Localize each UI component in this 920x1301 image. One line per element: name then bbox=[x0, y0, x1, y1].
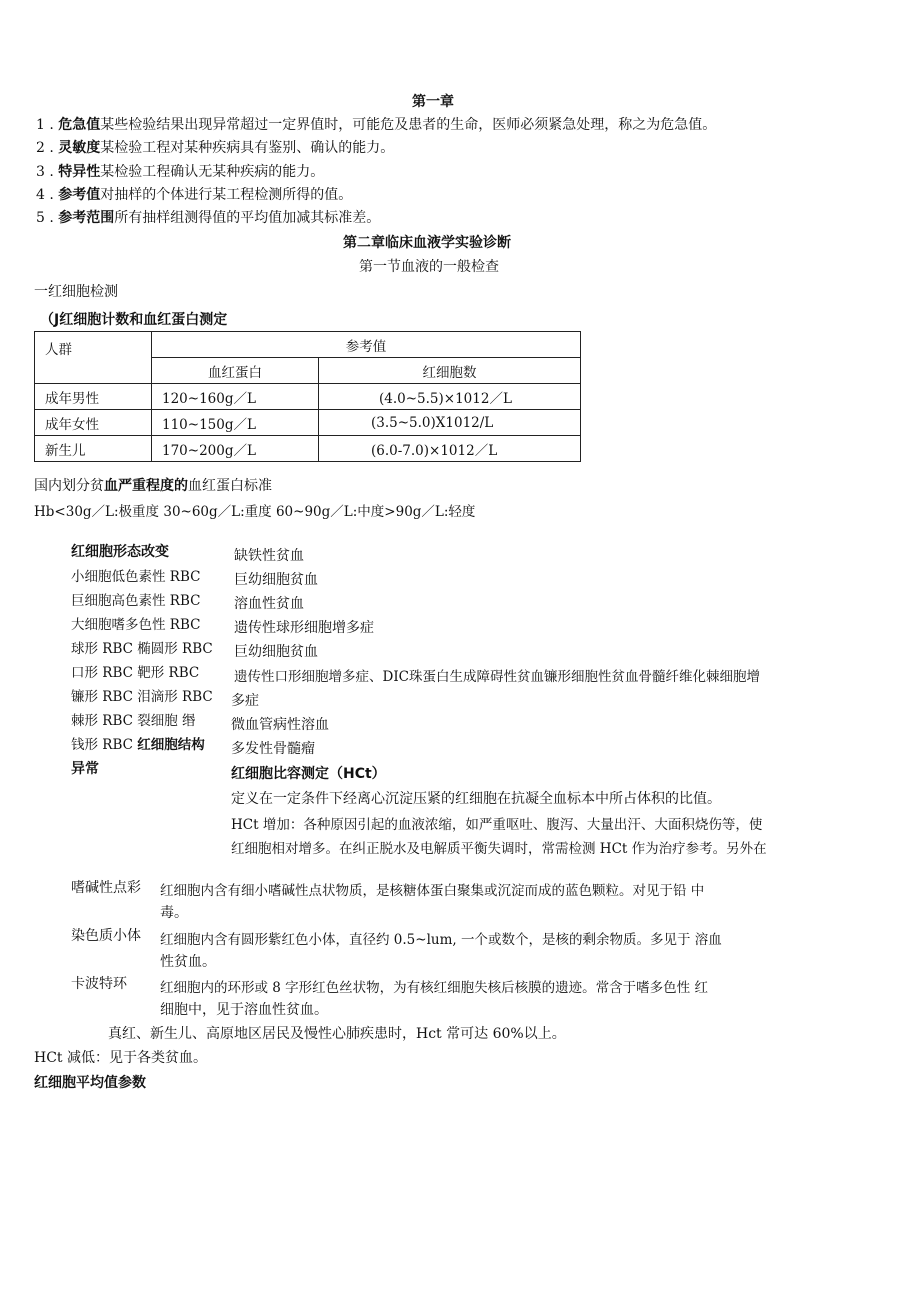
table-cell-group: 新生儿 bbox=[35, 436, 152, 462]
morph-right-item: 微血管病性溶血 bbox=[231, 717, 329, 733]
table-cell-group: 成年女性 bbox=[35, 410, 152, 436]
definition-number: 5 bbox=[36, 210, 45, 226]
definition-term: 危急值 bbox=[58, 117, 101, 133]
chapter1-title: 第一章 bbox=[412, 94, 454, 110]
structure-abnormal-heading-cont: 异常 bbox=[71, 761, 99, 777]
definition-item: 1 . 危急值某些检验结果出现异常超过一定界值时，可能危及患者的生命，医师必须紧急处理，称之为危急值。 bbox=[36, 117, 717, 133]
severity-text-c: 血红蛋白标准 bbox=[188, 478, 272, 494]
definition-item: 5 . 参考范围所有抽样组测得值的平均值加减其标准差。 bbox=[36, 210, 381, 226]
table-row bbox=[35, 410, 581, 436]
table-cell-rbc: (4.0~5.5)×1012／L bbox=[319, 384, 581, 410]
inclusion-term: 卡波特环 bbox=[71, 976, 127, 992]
morph-left-item: 巨细胞高色素性 RBC bbox=[71, 593, 201, 609]
severity-text-a: 国内划分贫 bbox=[34, 478, 104, 494]
morph-left-item: 球形 RBC 椭圆形 RBC bbox=[71, 641, 213, 657]
definition-text: 所有抽样组测得值的平均值加减其标准差。 bbox=[114, 210, 381, 226]
table-cell-group: 成年男性 bbox=[35, 384, 152, 410]
reference-table bbox=[34, 331, 581, 462]
inclusion-desc-cont: 性贫血。 bbox=[160, 954, 216, 970]
table-header-hb: 血红蛋白 bbox=[152, 358, 319, 384]
morph-left-item bbox=[71, 733, 205, 753]
morph-right-item: 溶血性贫血 bbox=[234, 596, 304, 612]
inclusion-desc: 红细胞内的环形或 8 字形红色丝状物，为有核红细胞失核后核膜的遗迹。常含于嗜多色性 红 bbox=[160, 980, 708, 996]
chapter2-title: 第二章临床血液学实验诊断 bbox=[343, 235, 511, 251]
hct-increase-line: 红细胞相对增多。在纠正脱水及电解质平衡失调时，常需检测 HCt 作为治疗参考。另外在 bbox=[231, 841, 767, 857]
definition-item: 4 . 参考值对抽样的个体进行某工程检测所得的值。 bbox=[36, 187, 353, 203]
table-cell-hb: 170~200g／L bbox=[152, 436, 319, 462]
definition-term: 参考值 bbox=[58, 187, 101, 203]
definition-number: 2 bbox=[36, 140, 45, 156]
morph-left-item: 大细胞嗜多色性 RBC bbox=[71, 617, 201, 633]
hct-increase-tail: 真红、新生儿、高原地区居民及慢性心肺疾患时，Hct 常可达 60%以上。 bbox=[108, 1026, 566, 1042]
morph-right-item: 巨幼细胞贫血 bbox=[234, 572, 318, 588]
morph-right-item: 缺铁性贫血 bbox=[234, 548, 304, 564]
inclusion-desc-cont: 毒。 bbox=[160, 905, 188, 921]
definition-text: 某检验工程对某种疾病具有鉴别、确认的能力。 bbox=[100, 140, 395, 156]
inclusion-term: 染色质小体 bbox=[71, 928, 141, 944]
severity-text-b: 血严重程度的 bbox=[104, 478, 188, 494]
table-header-rbc: 红细胞数 bbox=[319, 358, 581, 384]
morph-right-item: 多发性骨髓瘤 bbox=[231, 741, 315, 757]
part-title: 一红细胞检测 bbox=[34, 284, 118, 300]
inclusion-desc: 红细胞内含有细小嗜碱性点状物质，是核糖体蛋白聚集或沉淀而成的蓝色颗粒。对见于铅 中 bbox=[160, 883, 705, 899]
inclusion-desc-cont: 细胞中，见于溶血性贫血。 bbox=[160, 1002, 328, 1018]
definition-text: 对抽样的个体进行某工程检测所得的值。 bbox=[100, 187, 353, 203]
definition-number: 4 bbox=[36, 187, 45, 203]
table-row bbox=[35, 384, 581, 410]
morph-right-item: 遗传性口形细胞增多症、DIC珠蛋白生成障碍性贫血镰形细胞性贫血骨髓纤维化棘细胞增 bbox=[234, 669, 760, 685]
morph-left-item: 口形 RBC 靶形 RBC bbox=[71, 665, 200, 681]
structure-abnormal-heading: 红细胞结构 bbox=[137, 737, 205, 753]
definition-item: 3 . 特异性某检验工程确认无某种疾病的能力。 bbox=[36, 164, 325, 180]
table-cell-rbc: (3.5~5.0)X1012/L bbox=[319, 410, 581, 436]
hct-decrease: HCt 减低：见于各类贫血。 bbox=[34, 1050, 207, 1066]
table-cell-hb: 120~160g／L bbox=[152, 384, 319, 410]
table-cell-hb: 110~150g／L bbox=[152, 410, 319, 436]
morph-right-item: 巨幼细胞贫血 bbox=[234, 644, 318, 660]
definition-text: 某些检验结果出现异常超过一定界值时，可能危及患者的生命，医师必须紧急处理，称之为危急值。 bbox=[100, 117, 717, 133]
mean-params-heading: 红细胞平均值参数 bbox=[34, 1075, 146, 1091]
inclusion-term: 嗜碱性点彩 bbox=[71, 880, 141, 896]
morph-left-item: 小细胞低色素性 RBC bbox=[71, 569, 201, 585]
inclusion-desc: 红细胞内含有圆形紫红色小体，直径约 0.5~lum, 一个或数个，是核的剩余物质。多见于 溶血 bbox=[160, 932, 722, 948]
morph-right-item: 遗传性球形细胞增多症 bbox=[234, 620, 374, 636]
table-header-reference: 参考值 bbox=[152, 332, 581, 358]
hct-definition: 定义在一定条件下经离心沉淀压紧的红细胞在抗凝全血标本中所占体积的比值。 bbox=[231, 791, 721, 807]
morph-left-title: 红细胞形态改变 bbox=[71, 544, 169, 560]
hct-increase-line: HCt 增加：各种原因引起的血液浓缩，如严重呕吐、腹泻、大量出汗、大面积烧伤等，使 bbox=[231, 817, 763, 833]
severity-scale: Hb<30g／L:极重度 30~60g／L:重度 60~90g／L:中度>90g／L:轻度 bbox=[34, 504, 476, 520]
definition-number: 3 bbox=[36, 164, 45, 180]
severity-heading bbox=[34, 475, 272, 495]
morph-left-item: 镰形 RBC 泪滴形 RBC bbox=[71, 689, 213, 705]
definition-item: 2 . 灵敏度某检验工程对某种疾病具有鉴别、确认的能力。 bbox=[36, 140, 395, 156]
table-row bbox=[35, 436, 581, 462]
morph-right-item: 多症 bbox=[231, 693, 259, 709]
definition-text: 某检验工程确认无某种疾病的能力。 bbox=[100, 164, 325, 180]
table-header-group: 人群 bbox=[35, 332, 152, 384]
morph-left-item-text: 钱形 RBC bbox=[71, 737, 138, 753]
hct-title: 红细胞比容测定（HCt） bbox=[231, 766, 386, 782]
section-title: 第一节血液的一般检查 bbox=[359, 259, 499, 275]
definition-term: 灵敏度 bbox=[58, 140, 101, 156]
definition-term: 参考范围 bbox=[58, 210, 115, 226]
subsection-title: （J红细胞计数和血红蛋白测定 bbox=[40, 312, 228, 328]
definition-number: 1 bbox=[36, 117, 45, 133]
definition-term: 特异性 bbox=[58, 164, 101, 180]
table-cell-rbc: (6.0-7.0)×1012／L bbox=[319, 436, 581, 462]
morph-left-item: 棘形 RBC 裂细胞 缗 bbox=[71, 713, 196, 729]
